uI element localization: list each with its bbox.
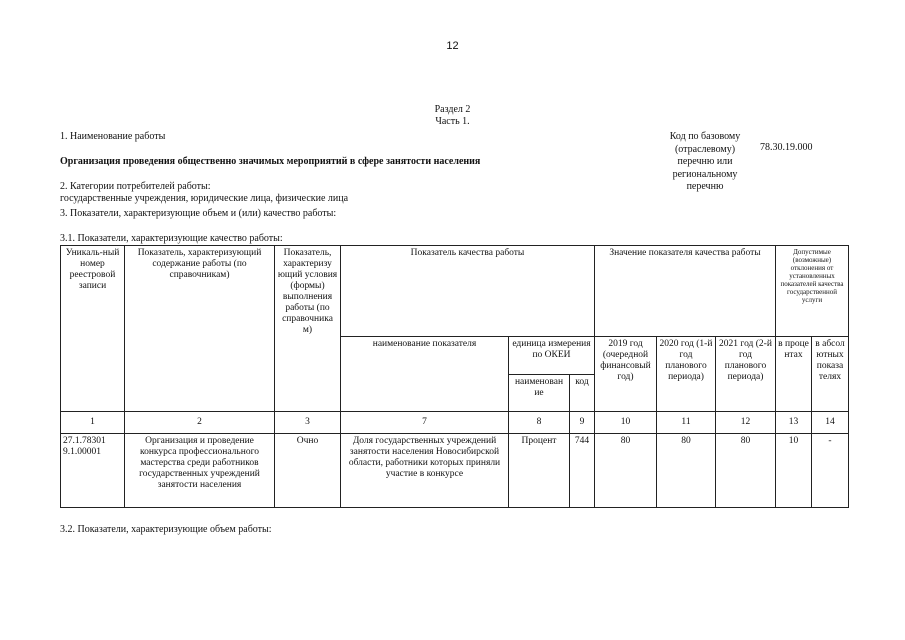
cell-year-2020: 80 xyxy=(657,434,716,508)
page-number: 12 xyxy=(446,40,459,52)
section-heading xyxy=(0,104,905,128)
work-name: Организация проведения общественно значимых мероприятий в сфере занятости населения xyxy=(60,156,481,167)
column-number: 14 xyxy=(812,412,849,434)
header-unit-name: наименован ие xyxy=(509,375,570,412)
cell-content: Организация и проведение конкурса профессионального мастерства среди работников государственных учреждений занятости населения xyxy=(125,434,275,508)
cell-condition: Очно xyxy=(275,434,341,508)
header-condition: Показатель, характеризу ющий условия (формы) выполнения работы (по справочника м) xyxy=(275,246,341,412)
header-unit: единица измерения по ОКЕИ xyxy=(509,337,595,375)
column-number: 9 xyxy=(570,412,595,434)
item-2-label: 2. Категории потребителей работы: xyxy=(60,181,211,192)
cell-year-2019: 80 xyxy=(595,434,657,508)
code-line: Код по базовому xyxy=(669,131,741,142)
cell-unit-code: 744 xyxy=(570,434,595,508)
base-list-code-label xyxy=(660,131,750,194)
section-title: Раздел 2 xyxy=(434,104,471,115)
header-unit-code: код xyxy=(570,375,595,412)
column-number: 1 xyxy=(61,412,125,434)
cell-year-2021: 80 xyxy=(716,434,776,508)
quality-table xyxy=(60,245,849,508)
column-number: 10 xyxy=(595,412,657,434)
code-line: перечню xyxy=(686,181,724,192)
column-number: 7 xyxy=(341,412,509,434)
cell-indicator-name: Доля государственных учреждений занятости населения Новосибирской области, работники которых приняли участие в конкурсе xyxy=(341,434,509,508)
header-year-2021: 2021 год (2-й год планового периода) xyxy=(716,337,776,412)
header-quality-values: Значение показателя качества работы xyxy=(595,246,776,337)
cell-unique-number: 27.1.78301 9.1.00001 xyxy=(61,434,125,508)
column-number: 13 xyxy=(776,412,812,434)
column-number: 8 xyxy=(509,412,570,434)
code-line: региональному xyxy=(672,168,738,180)
header-indicator-name: наименование показателя xyxy=(341,337,509,412)
column-number: 2 xyxy=(125,412,275,434)
header-absolute: в абсол ютных показа телях xyxy=(812,337,849,412)
header-content: Показатель, характеризующий содержание работы (по справочникам) xyxy=(125,246,275,412)
cell-unit-name: Процент xyxy=(509,434,570,508)
header-unique-number: Уникаль-ный номер реестровой записи xyxy=(61,246,125,412)
header-percent: в проце нтах xyxy=(776,337,812,412)
item-3-1-label: 3.1. Показатели, характеризующие качество работы: xyxy=(60,233,283,244)
cell-percent: 10 xyxy=(776,434,812,508)
item-1-label: 1. Наименование работы xyxy=(60,131,166,142)
column-number: 3 xyxy=(275,412,341,434)
item-3-2-label: 3.2. Показатели, характеризующие объем работы: xyxy=(60,524,272,535)
code-line: (отраслевому) xyxy=(674,143,736,155)
item-3-label: 3. Показатели, характеризующие объем и (или) качество работы: xyxy=(60,208,337,219)
header-quality-indicator: Показатель качества работы xyxy=(341,246,595,337)
section-part: Часть 1. xyxy=(435,116,470,127)
header-year-2019: 2019 год (очередной финансовый год) xyxy=(595,337,657,412)
item-2-value: государственные учреждения, юридические лица, физические лица xyxy=(60,193,349,204)
column-number: 12 xyxy=(716,412,776,434)
column-number: 11 xyxy=(657,412,716,434)
code-line: перечню или xyxy=(677,156,733,167)
base-list-code-value: 78.30.19.000 xyxy=(760,142,813,153)
cell-absolute: - xyxy=(812,434,849,508)
header-year-2020: 2020 год (1-й год планового периода) xyxy=(657,337,716,412)
header-allowed-deviation: Допустимые (возможные) отклонения от установленных показателей качества государственной услуги xyxy=(776,246,849,337)
table-row xyxy=(61,434,849,508)
